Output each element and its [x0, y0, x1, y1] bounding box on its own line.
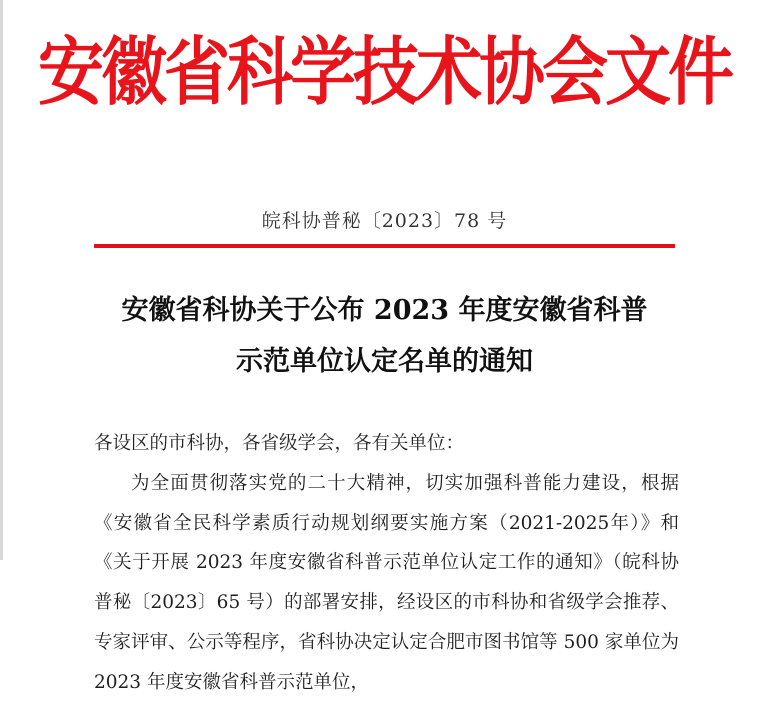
masthead-text: 安徽省科学技术协会文件: [38, 29, 731, 116]
title-line-1: 安徽省科协关于公布 2023 年度安徽省科普: [121, 295, 648, 326]
document-title: [60, 285, 709, 387]
document-masthead: [0, 18, 769, 128]
title-line-2: 示范单位认定名单的通知: [236, 346, 533, 377]
body-paragraph: 为全面贯彻落实党的二十大精神，切实加强科普能力建设，根据《安徽省全民科学素质行动规划纲要实施方案（2021-2025年）》和《关于开展 2023 年度安徽省科普示范单位认定工作的通知》（皖科协普秘〔2023〕65 号）的部署安排，经设区的市科协和省级学会推荐、专家评审、公示等程序，省科协决定认定合肥市图书馆等 500 家单位为 2023 年度安徽省科普示范单位，: [94, 472, 679, 693]
document-body: [94, 424, 679, 703]
document-number: 皖科协普秘〔2023〕78 号: [261, 210, 508, 232]
salutation: 各设区的市科协，各省级学会，各有关单位：: [94, 433, 465, 454]
red-divider-rule: [94, 244, 675, 248]
